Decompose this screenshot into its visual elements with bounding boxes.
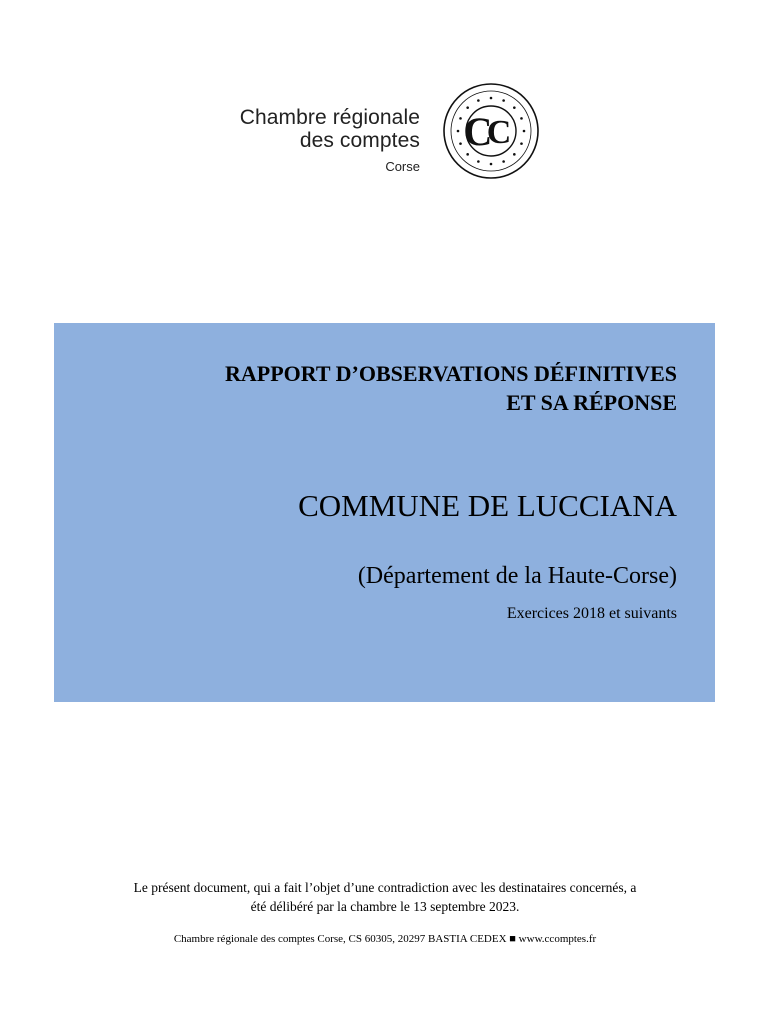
seal-dot — [490, 163, 493, 166]
institution-name — [240, 106, 420, 175]
deliberation-note-line1: Le présent document, qui a fait l’objet d’une contradiction avec les destinataires concernés, a — [133, 880, 637, 895]
seal-dot — [520, 117, 523, 120]
report-title — [225, 359, 677, 417]
seal-dot — [457, 130, 460, 133]
seal-dot — [459, 142, 462, 145]
seal-dot — [502, 160, 505, 163]
seal-dot — [520, 142, 523, 145]
seal-dot — [490, 97, 493, 100]
title-banner — [54, 323, 715, 702]
svg-text:C: C — [463, 109, 493, 154]
seal-dot — [459, 117, 462, 120]
seal-dot — [477, 99, 480, 102]
institution-name-line1: Chambre régionale — [239, 106, 420, 129]
svg-text:C: C — [486, 114, 512, 151]
address-footer: Chambre régionale des comptes Corse, CS 60305, 20297 BASTIA CEDEX ■ www.ccomptes.fr — [173, 933, 597, 945]
seal-dot — [477, 160, 480, 163]
seal-dot — [513, 153, 516, 156]
report-title-line2: ET SA RÉPONSE — [506, 390, 677, 415]
page-header — [0, 0, 770, 200]
fiscal-period: Exercices 2018 et suivants — [506, 605, 677, 622]
seal-dot — [513, 106, 516, 109]
court-seal-logo — [441, 81, 541, 181]
deliberation-note — [70, 878, 700, 916]
institution-region: Corse — [385, 159, 420, 174]
institution-name-line2: des comptes — [299, 129, 420, 152]
report-title-line1: RAPPORT D’OBSERVATIONS DÉFINITIVES — [225, 361, 677, 386]
commune-name: COMMUNE DE LUCCIANA — [298, 488, 677, 523]
department-name: (Département de la Haute-Corse) — [357, 563, 677, 589]
deliberation-note-line2: été délibéré par la chambre le 13 septembre 2023. — [250, 899, 520, 914]
seal-dot — [523, 130, 526, 133]
seal-dot — [502, 99, 505, 102]
